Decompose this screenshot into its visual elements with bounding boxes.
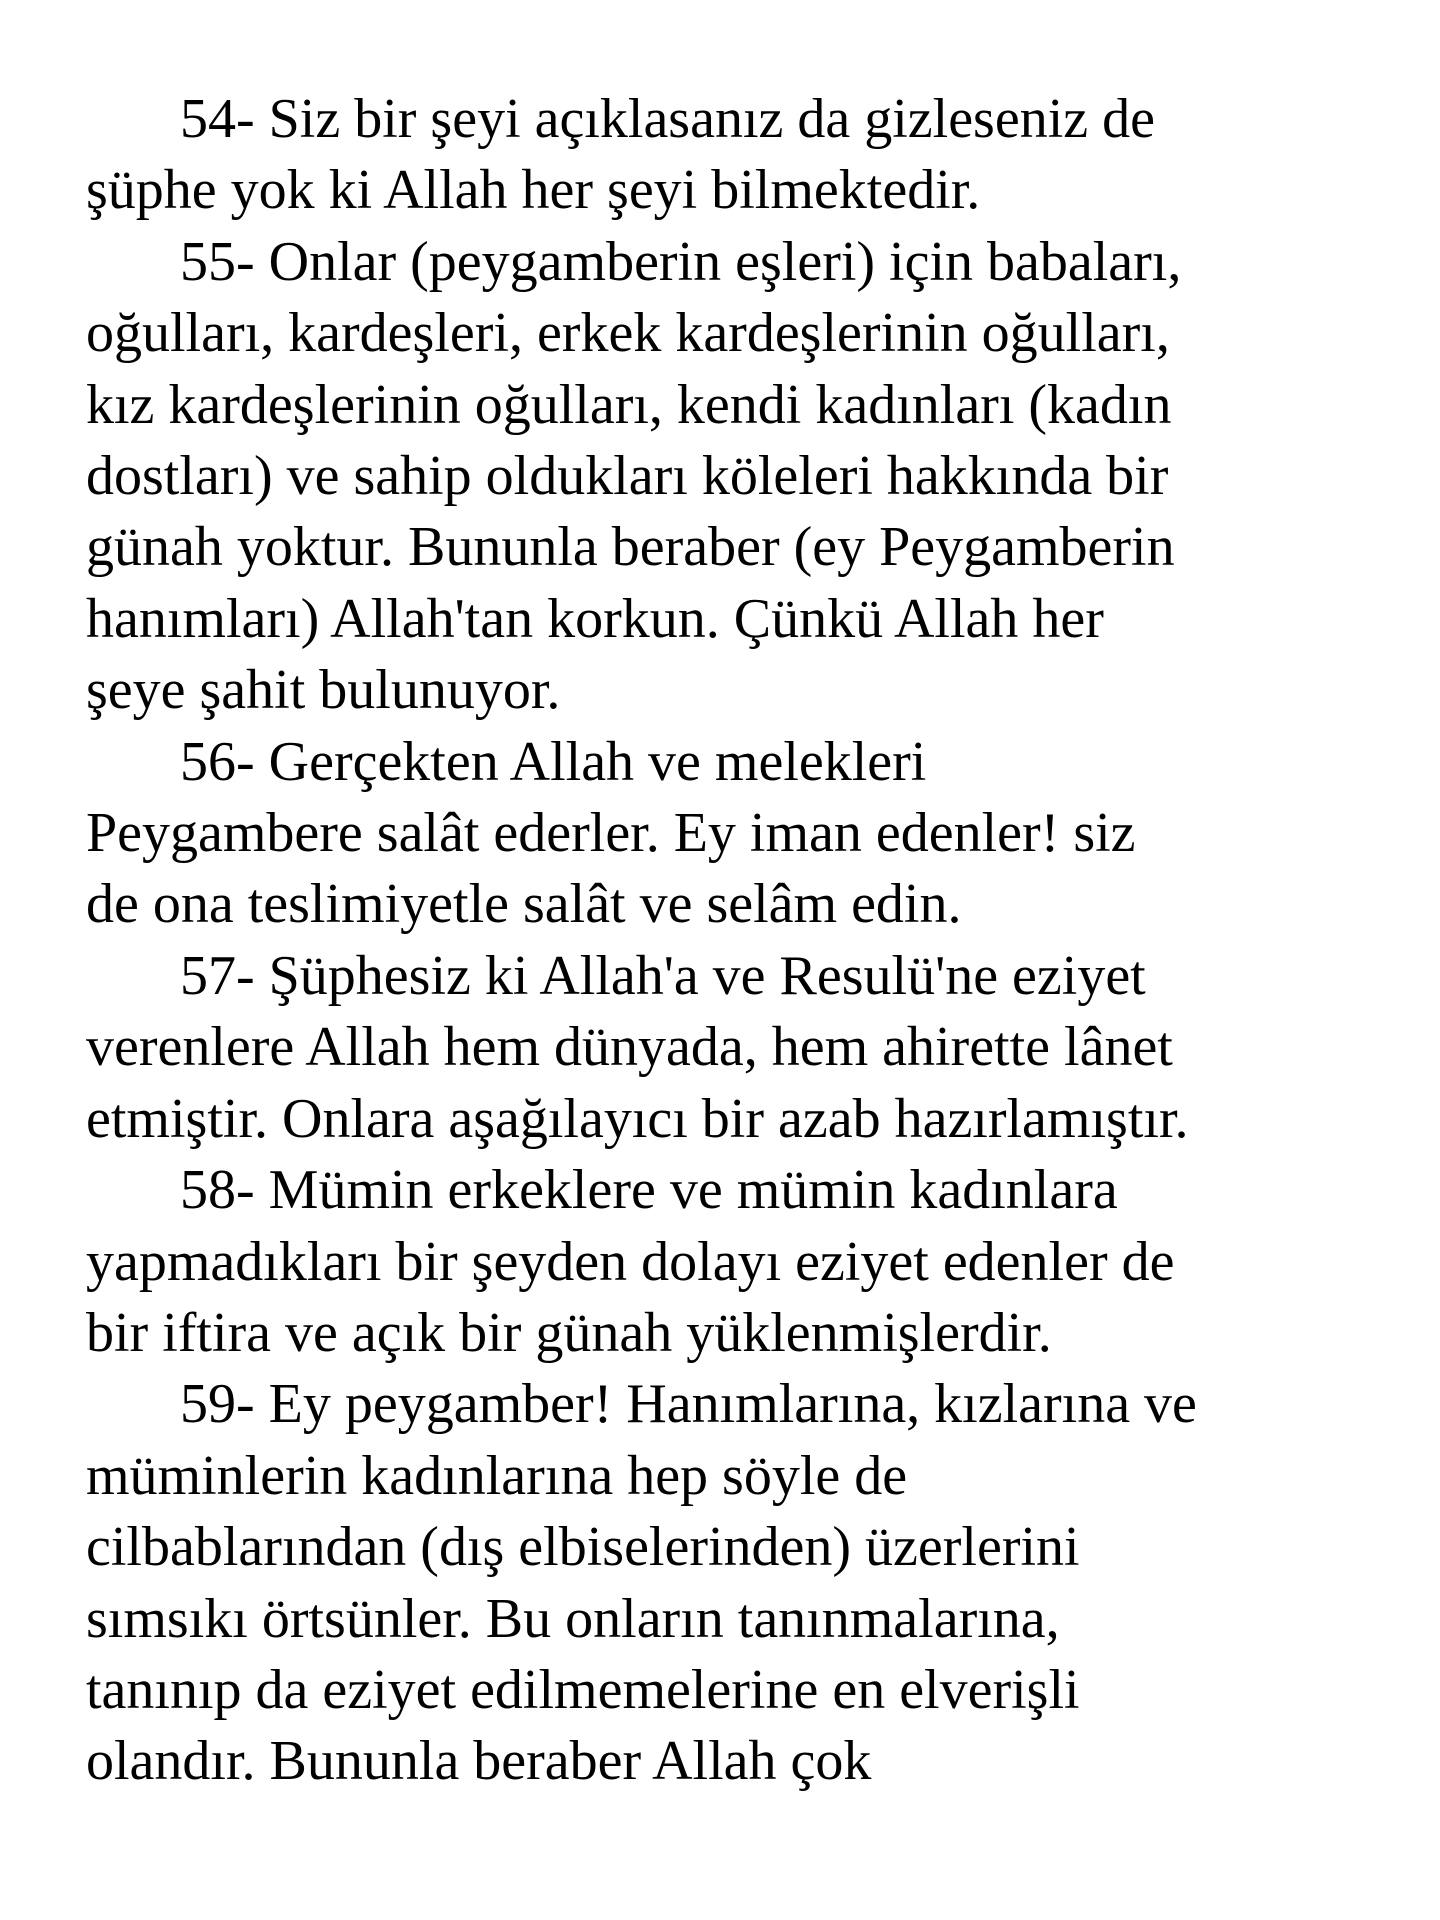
text-line: 55- Onlar (peygamberin eşleri) için babaları, <box>180 230 1182 293</box>
text-line: şüphe yok ki Allah her şeyi bilmektedir. <box>86 159 981 222</box>
text-line: de ona teslimiyetle salât ve selâm edin. <box>86 873 962 936</box>
text-line: cilbablarından (dış elbiselerinden) üzerlerini <box>86 1516 1080 1579</box>
text-line: tanınıp da eziyet edilmemelerine en elverişli <box>86 1658 1080 1721</box>
text-line: olandır. Bununla beraber Allah çok <box>86 1730 872 1793</box>
text-line: etmiştir. Onlara aşağılayıcı bir azab hazırlamıştır. <box>86 1087 1189 1150</box>
text-line: 57- Şüphesiz ki Allah'a ve Resulü'ne eziyet <box>180 944 1146 1007</box>
text-line: Peygambere salât ederler. Ey iman edenler! siz <box>86 802 1136 865</box>
text-line: oğulları, kardeşleri, erkek kardeşlerinin oğulları, <box>86 302 1170 365</box>
text-line: günah yoktur. Bununla beraber (ey Peygamberin <box>86 516 1175 579</box>
text-line: sımsıkı örtsünler. Bu onların tanınmalarına, <box>86 1587 1060 1650</box>
text-line: verenlere Allah hem dünyada, hem ahirette lânet <box>86 1016 1173 1079</box>
text-line: müminlerin kadınlarına hep söyle de <box>86 1444 908 1507</box>
text-line: şeye şahit bulunuyor. <box>86 659 561 722</box>
text-line: bir iftira ve açık bir günah yüklenmişlerdir. <box>86 1301 1052 1364</box>
text-line: hanımları) Allah'tan korkun. Çünkü Allah her <box>86 587 1104 650</box>
text-line: 59- Ey peygamber! Hanımlarına, kızlarına ve <box>180 1373 1197 1436</box>
text-line: 56- Gerçekten Allah ve melekleri <box>180 730 927 793</box>
text-line: dostları) ve sahip oldukları köleleri hakkında bir <box>86 445 1169 508</box>
text-line: 54- Siz bir şeyi açıklasanız da gizleseniz de <box>180 88 1155 150</box>
text-line: 58- Mümin erkeklere ve mümin kadınlara <box>180 1159 1118 1222</box>
text-line: yapmadıkları bir şeyden dolayı eziyet edenler de <box>86 1230 1175 1293</box>
verse-text-block <box>86 84 1386 1798</box>
text-line: kız kardeşlerinin oğulları, kendi kadınları (kadın <box>86 373 1172 436</box>
